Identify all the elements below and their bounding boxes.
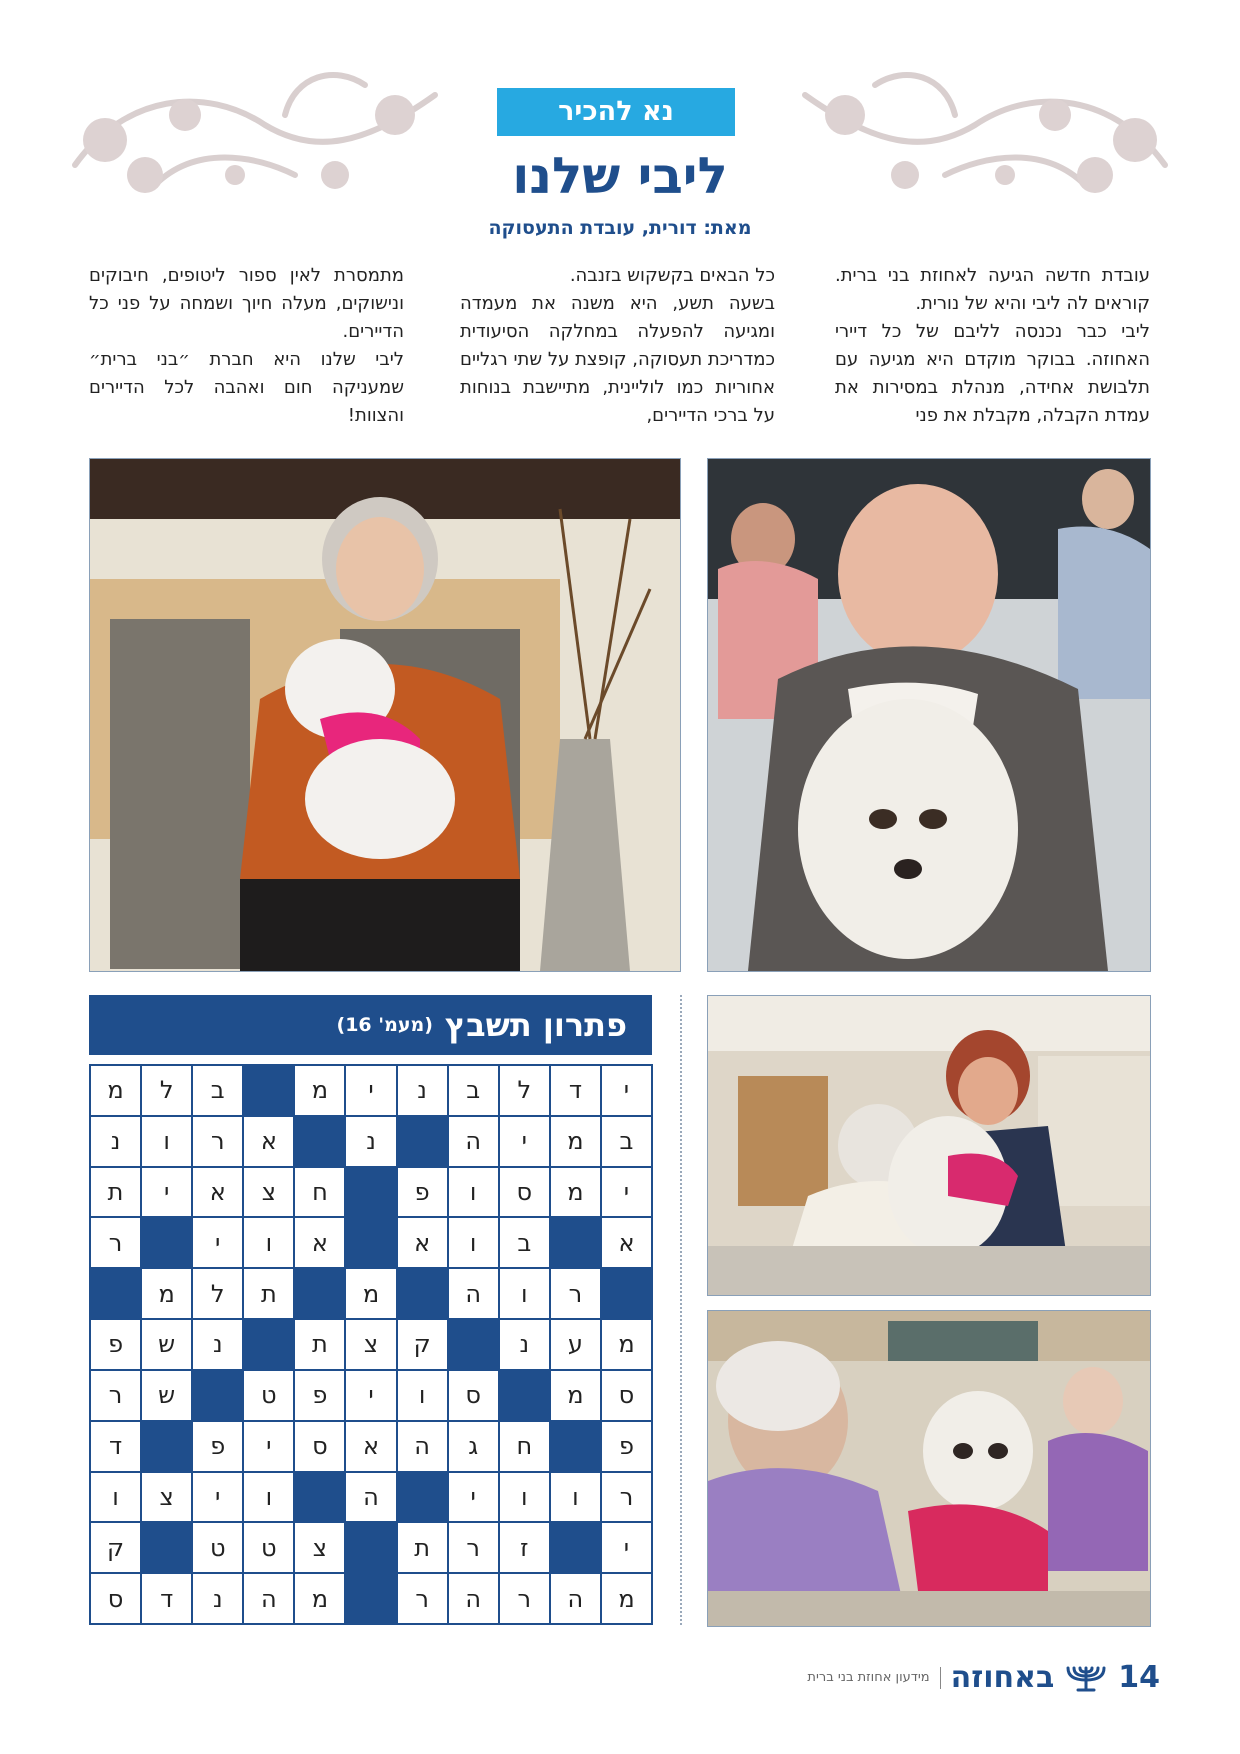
crossword-cell: י [141, 1167, 192, 1218]
crossword-block [601, 1268, 652, 1319]
crossword-block [397, 1268, 448, 1319]
crossword-cell: י [499, 1116, 550, 1167]
crossword-cell: ש [141, 1319, 192, 1370]
crossword-cell: ט [243, 1522, 294, 1573]
crossword-cell: י [345, 1370, 396, 1421]
crossword-cell: י [345, 1065, 396, 1116]
article-byline: מאת: דורית, עובדת התעסוקה [488, 217, 752, 239]
crossword-cell: מ [601, 1319, 652, 1370]
crossword-block [550, 1421, 601, 1472]
crossword-cell: י [243, 1421, 294, 1472]
crossword-cell: ד [141, 1573, 192, 1624]
crossword-cell: נ [499, 1319, 550, 1370]
crossword-cell: נ [192, 1319, 243, 1370]
paragraph: מתמסרת לאין ספור ליטופים, חיבוקים ונישוקים, מעלה חיוך ושמחה על פני כל הדיירים. [89, 265, 404, 342]
crossword-cell: מ [601, 1573, 652, 1624]
crossword-block [243, 1319, 294, 1370]
crossword-cell: י [601, 1065, 652, 1116]
crossword-cell: ו [448, 1167, 499, 1218]
crossword-cell: ל [499, 1065, 550, 1116]
crossword-cell: ה [448, 1268, 499, 1319]
crossword-cell: צ [141, 1472, 192, 1523]
column-divider [680, 995, 682, 1625]
crossword-cell: א [397, 1217, 448, 1268]
crossword-cell: ד [90, 1421, 141, 1472]
paragraph: ליבי כבר נכנסה לליבם של כל דיירי האחוזה. בבוקר מוקדם היא מגיעה עם תלבושת אחידה, מנהלת במסירות את עמדת הקבלה, מקבלת את פני [835, 321, 1150, 426]
crossword-cell: ב [499, 1217, 550, 1268]
menorah-icon [1064, 1664, 1108, 1692]
crossword-cell: ב [448, 1065, 499, 1116]
publication-subtitle: מידעון אחוזת בני ברית [807, 1670, 930, 1685]
crossword-cell: ק [90, 1522, 141, 1573]
crossword-cell: ו [499, 1268, 550, 1319]
crossword-cell: ש [141, 1370, 192, 1421]
crossword-block [499, 1370, 550, 1421]
page-footer [807, 1660, 1160, 1695]
crossword-cell: צ [243, 1167, 294, 1218]
crossword-block [345, 1522, 396, 1573]
crossword-cell: ר [448, 1522, 499, 1573]
crossword-cell: ל [192, 1268, 243, 1319]
crossword-cell: ת [294, 1319, 345, 1370]
photo-woman-petting-dog [707, 1310, 1151, 1627]
crossword-title: פתרון תשבץ [444, 1006, 627, 1044]
crossword-cell: ב [192, 1065, 243, 1116]
crossword-cell: פ [294, 1370, 345, 1421]
crossword-cell: ל [141, 1065, 192, 1116]
crossword-cell: י [192, 1472, 243, 1523]
crossword-cell: ח [294, 1167, 345, 1218]
page-number: 14 [1118, 1660, 1160, 1695]
paragraph: עובדת חדשה הגיעה לאחוזת בני ברית. קוראים לה ליבי והיא של נורית. [835, 265, 1150, 314]
crossword-cell: ו [243, 1217, 294, 1268]
crossword-cell: ה [397, 1421, 448, 1472]
crossword-cell: מ [550, 1116, 601, 1167]
crossword-cell: ה [243, 1573, 294, 1624]
paragraph: ליבי שלנו היא חברת ״בני ברית״ שמעניקה חום ואהבה לכל הדיירים והצוות! [89, 349, 404, 426]
crossword-cell: ז [499, 1522, 550, 1573]
crossword-cell: מ [550, 1370, 601, 1421]
crossword-cell: ס [90, 1573, 141, 1624]
crossword-header [89, 995, 652, 1055]
crossword-cell: ר [601, 1472, 652, 1523]
crossword-cell: מ [141, 1268, 192, 1319]
crossword-cell: ו [141, 1116, 192, 1167]
crossword-block [550, 1217, 601, 1268]
crossword-cell: מ [294, 1573, 345, 1624]
crossword-cell: ה [345, 1472, 396, 1523]
crossword-block [141, 1421, 192, 1472]
crossword-block [141, 1217, 192, 1268]
crossword-block [294, 1472, 345, 1523]
crossword-cell: ס [601, 1370, 652, 1421]
crossword-cell: ר [499, 1573, 550, 1624]
crossword-block [397, 1472, 448, 1523]
crossword-cell: ט [192, 1522, 243, 1573]
crossword-cell: מ [550, 1167, 601, 1218]
crossword-cell: ר [397, 1573, 448, 1624]
crossword-cell: א [294, 1217, 345, 1268]
crossword-cell: פ [90, 1319, 141, 1370]
crossword-block [141, 1522, 192, 1573]
crossword-block [90, 1268, 141, 1319]
crossword-block [294, 1116, 345, 1167]
crossword-cell: ר [550, 1268, 601, 1319]
crossword-cell: נ [397, 1065, 448, 1116]
crossword-cell: י [601, 1167, 652, 1218]
article-column-1 [835, 262, 1150, 442]
crossword-cell: ת [397, 1522, 448, 1573]
crossword-cell: צ [345, 1319, 396, 1370]
crossword-cell: ר [90, 1370, 141, 1421]
crossword-cell: פ [601, 1421, 652, 1472]
article-column-3 [89, 262, 404, 442]
crossword-cell: ס [499, 1167, 550, 1218]
section-tag: נא להכיר [497, 88, 735, 136]
crossword-cell: ו [243, 1472, 294, 1523]
crossword-cell: ס [294, 1421, 345, 1472]
crossword-cell: ב [601, 1116, 652, 1167]
crossword-cell: ת [90, 1167, 141, 1218]
crossword-cell: ו [550, 1472, 601, 1523]
crossword-cell: מ [294, 1065, 345, 1116]
crossword-cell: י [448, 1472, 499, 1523]
crossword-block [243, 1065, 294, 1116]
crossword-cell: ת [243, 1268, 294, 1319]
crossword-page-ref: (מעמ' 16) [336, 1014, 433, 1036]
article-title: ליבי שלנו [512, 147, 728, 205]
crossword-cell: נ [345, 1116, 396, 1167]
crossword-cell: א [243, 1116, 294, 1167]
brand-name: באחוזה [950, 1660, 1055, 1695]
crossword-block [550, 1522, 601, 1573]
crossword-cell: מ [90, 1065, 141, 1116]
crossword-cell: ו [90, 1472, 141, 1523]
article-column-2 [460, 262, 775, 442]
crossword-cell: ה [448, 1116, 499, 1167]
crossword-cell: ק [397, 1319, 448, 1370]
photo-woman-with-dog [89, 458, 681, 972]
crossword-cell: נ [90, 1116, 141, 1167]
crossword-cell: פ [397, 1167, 448, 1218]
crossword-block [294, 1268, 345, 1319]
paragraph: בשעה תשע, היא משנה את מעמדה ומגיעה להפעלה במחלקה הסיעודית כמדריכת תעסוקה, קופצת על שתי רגליים אחוריות כמו לוליינית, מתיישבת בנוחות על ברכי הדיירים, [460, 293, 775, 426]
paragraph: כל הבאים בקשקוש בזנבה. [569, 265, 775, 286]
crossword-cell: ו [448, 1217, 499, 1268]
crossword-block [345, 1167, 396, 1218]
crossword-cell: ע [550, 1319, 601, 1370]
crossword-grid [89, 1064, 653, 1625]
crossword-cell: ו [499, 1472, 550, 1523]
crossword-cell: ג [448, 1421, 499, 1472]
crossword-block [192, 1370, 243, 1421]
crossword-cell: א [192, 1167, 243, 1218]
crossword-cell: א [345, 1421, 396, 1472]
crossword-cell: ד [550, 1065, 601, 1116]
crossword-cell: ח [499, 1421, 550, 1472]
crossword-cell: ס [448, 1370, 499, 1421]
photo-man-with-dog [707, 458, 1151, 972]
footer-separator [940, 1667, 941, 1689]
crossword-cell: צ [294, 1522, 345, 1573]
crossword-cell: ה [550, 1573, 601, 1624]
crossword-block [448, 1319, 499, 1370]
crossword-cell: י [601, 1522, 652, 1573]
crossword-block [345, 1573, 396, 1624]
crossword-block [345, 1217, 396, 1268]
crossword-cell: ר [192, 1116, 243, 1167]
crossword-cell: ה [448, 1573, 499, 1624]
crossword-cell: א [601, 1217, 652, 1268]
crossword-cell: מ [345, 1268, 396, 1319]
photo-women-hugging-dog [707, 995, 1151, 1296]
crossword-cell: ר [90, 1217, 141, 1268]
crossword-cell: י [192, 1217, 243, 1268]
crossword-cell: ט [243, 1370, 294, 1421]
crossword-cell: ו [397, 1370, 448, 1421]
crossword-cell: פ [192, 1421, 243, 1472]
crossword-block [397, 1116, 448, 1167]
crossword-cell: נ [192, 1573, 243, 1624]
